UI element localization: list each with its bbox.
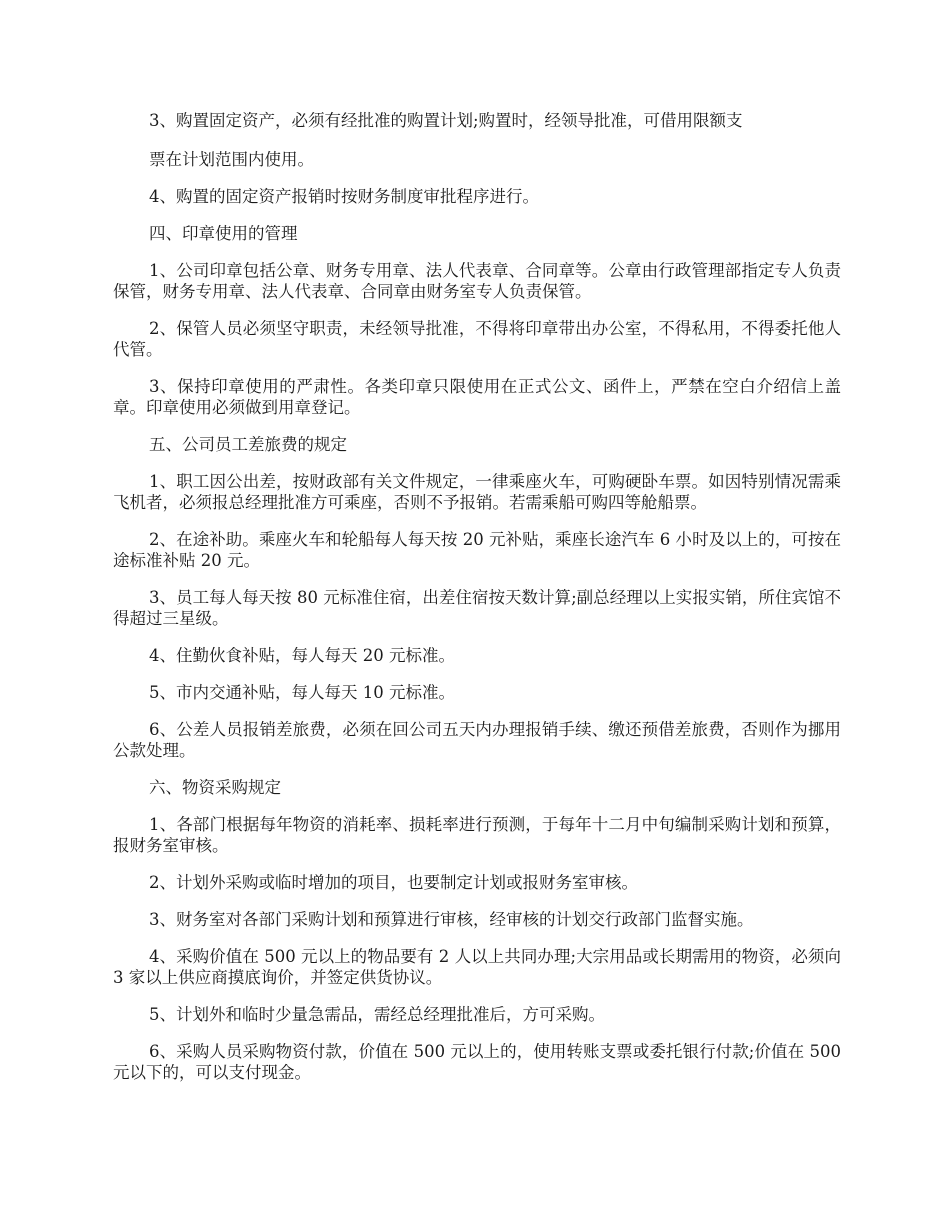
paragraph-3: 4、购置的固定资产报销时按财务制度审批程序进行。 xyxy=(149,187,539,206)
section-heading-4: 四、印章使用的管理 xyxy=(149,224,298,243)
paragraph-16: 1、各部门根据每年物资的消耗率、损耗率进行预测，于每年十二月中旬编制采购计划和预算，报财务室审核。 xyxy=(113,815,841,855)
paragraph-12: 4、住勤伙食补贴，每人每天 20 元标准。 xyxy=(149,646,455,665)
paragraph-13: 5、市内交通补贴，每人每天 10 元标准。 xyxy=(149,683,455,702)
paragraph-11: 3、员工每人每天按 80 元标准住宿，出差住宿按天数计算;副总经理以上实报实销，所住宾馆不得超过三星级。 xyxy=(113,588,841,628)
paragraph-10: 2、在途补助。乘座火车和轮船每人每天按 20 元补贴，乘座长途汽车 6 小时及以上的，可按在途标准补贴 20 元。 xyxy=(113,530,841,570)
document-body xyxy=(113,110,841,1083)
paragraph-19: 4、采购价值在 500 元以上的物品要有 2 人以上共同办理;大宗用品或长期需用的物资，必须向 3 家以上供应商摸底询价，并签定供货协议。 xyxy=(113,947,841,987)
section-heading-5: 五、公司员工差旅费的规定 xyxy=(149,435,347,454)
paragraph-5: 1、公司印章包括公章、财务专用章、法人代表章、合同章等。公章由行政管理部指定专人负责保管，财务专用章、法人代表章、合同章由财务室专人负责保管。 xyxy=(113,261,841,301)
paragraph-6: 2、保管人员必须坚守职责，未经领导批准，不得将印章带出办公室，不得私用，不得委托他人代管。 xyxy=(113,319,841,359)
paragraph-21: 6、采购人员采购物资付款，价值在 500 元以上的，使用转账支票或委托银行付款;价值在 500 元以下的，可以支付现金。 xyxy=(113,1042,841,1082)
paragraph-7: 3、保持印章使用的严肃性。各类印章只限使用在正式公文、函件上，严禁在空白介绍信上盖章。印章使用必须做到用章登记。 xyxy=(113,377,841,417)
section-heading-6: 六、物资采购规定 xyxy=(149,778,281,797)
paragraph-18: 3、财务室对各部门采购计划和预算进行审核，经审核的计划交行政部门监督实施。 xyxy=(149,910,754,929)
paragraph-20: 5、计划外和临时少量急需品，需经总经理批准后，方可采购。 xyxy=(149,1005,605,1024)
paragraph-2: 票在计划范围内使用。 xyxy=(149,150,314,169)
paragraph-17: 2、计划外采购或临时增加的项目，也要制定计划或报财务室审核。 xyxy=(149,873,638,892)
paragraph-1: 3、购置固定资产，必须有经批准的购置计划;购置时，经领导批准，可借用限额支 xyxy=(149,111,743,130)
paragraph-9: 1、职工因公出差，按财政部有关文件规定，一律乘座火车，可购硬卧车票。如因特别情况需乘飞机者，必须报总经理批准方可乘座，否则不予报销。若需乘船可购四等舱船票。 xyxy=(113,472,841,512)
paragraph-14: 6、公差人员报销差旅费，必须在回公司五天内办理报销手续、缴还预借差旅费，否则作为挪用公款处理。 xyxy=(113,720,841,760)
